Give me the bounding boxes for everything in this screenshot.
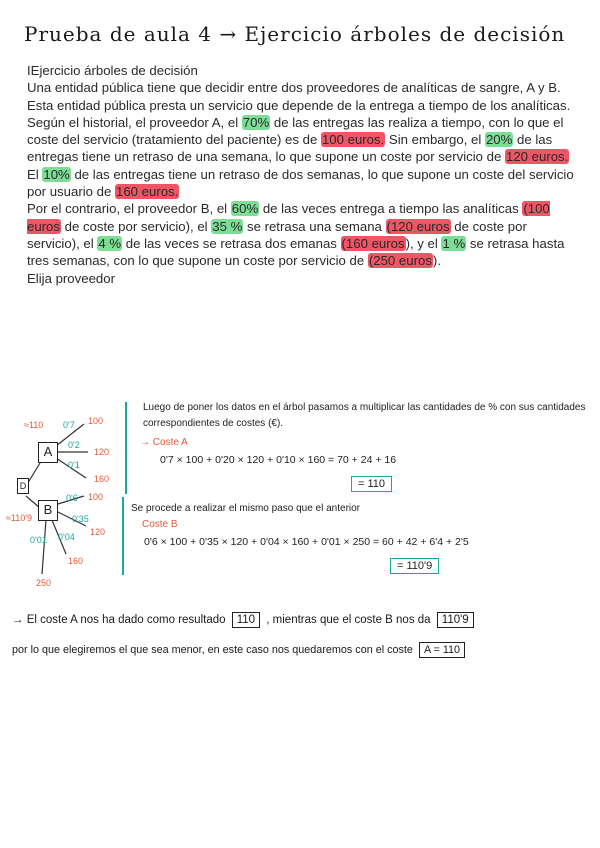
conclusion-final: A = 110 <box>419 642 465 658</box>
p1-segment: 100 euros. <box>321 132 385 148</box>
problem-heading: IEjercicio árboles de decisión <box>27 63 198 78</box>
cost-a-2: 120 <box>94 447 110 457</box>
p2-segment: se retrasa una semana <box>243 218 386 234</box>
p2-segment: de coste por servicio), el <box>27 218 527 251</box>
cost-b-3: 160 <box>68 556 84 566</box>
p2-segment: 4 % <box>98 235 122 251</box>
p2-segment: Por el contrario, el proveedor B, el <box>27 201 231 217</box>
cost-a-3: 160 <box>94 474 110 484</box>
p2-segment: (250 euros <box>368 253 432 269</box>
note-intro: Luego de poner los datos en el árbol pasamos a multiplicar las cantidades de % con sus cantidades correspondientes de costes (€). <box>143 402 586 429</box>
coste-b-label: Coste B <box>142 519 178 530</box>
p2-segment: de las veces entrega a tiempo las analíticas <box>259 201 523 217</box>
cost-a-1: 100 <box>88 416 104 426</box>
note-second: Se procede a realizar el mismo paso que el anterior <box>131 503 361 514</box>
problem-statement <box>27 62 579 287</box>
p1-segment: de las entregas tiene un retraso de una semana, lo que supone un coste por servicio de <box>27 132 553 165</box>
p2-segment: (120 euros <box>386 218 450 234</box>
p2-segment: 35 % <box>212 218 243 234</box>
p2-segment: 1 % <box>442 235 466 251</box>
p2-segment: se retrasa hasta tres semanas, con lo que supone un coste por servicio de <box>27 235 565 269</box>
conclusion-text-1: → El coste A nos ha dado como resultado <box>12 614 226 626</box>
decision-tree-svg <box>0 408 130 608</box>
coste-b-result-value: 110'9 <box>406 560 433 572</box>
p2-segment: 60% <box>231 201 259 217</box>
p1-segment: de las entregas tiene un retraso de dos semanas, lo que supone un coste del servicio por usuario de <box>27 166 574 200</box>
conclusion-value-b: 110'9 <box>437 612 474 628</box>
prob-b-2: 0'35 <box>72 514 89 524</box>
problem-paragraph-a <box>27 79 579 200</box>
page-title: Prueba de aula 4 → Ejercicio árboles de decisión <box>24 22 566 46</box>
node-b: B <box>38 500 58 521</box>
prob-b-4: 0'01 <box>30 535 47 545</box>
prob-a-2: 0'2 <box>68 440 80 450</box>
conclusion-text-2: , mientras que el coste B nos da <box>266 614 431 626</box>
p1-segment: Una entidad pública tiene que decidir entre dos proveedores de analíticas de sangre, A y B. Esta entidad pública presta un servicio que depende de la entrega a tiempo de los analíticas. Según el historial, el proveedor A, el <box>27 80 571 130</box>
cost-b-1: 100 <box>88 492 104 502</box>
p1-segment: El <box>27 166 43 182</box>
node-b-expected: ≈110'9 <box>6 513 33 523</box>
coste-a-calc: 0'7 × 100 + 0'20 × 120 + 0'10 × 160 = 70 + 24 + 16 <box>160 454 397 466</box>
p1-segment: de las entregas las realiza a tiempo, con lo que el coste del servicio (tratamiento del paciente) es de <box>27 114 564 148</box>
coste-b-calc: 0'6 × 100 + 0'35 × 120 + 0'04 × 160 + 0'01 × 250 = 60 + 42 + 6'4 + 2'5 <box>144 536 469 548</box>
p1-segment: 160 euros. <box>115 184 179 200</box>
conclusion-line-1 <box>12 612 477 628</box>
root-node: D <box>17 478 29 494</box>
node-a-expected: ≈110 <box>24 420 44 430</box>
divider-b <box>122 497 124 575</box>
p2-segment: ). <box>432 253 441 269</box>
coste-a-result-value: 110 <box>367 478 386 490</box>
node-a: A <box>38 442 58 463</box>
cost-b-4: 250 <box>36 578 52 588</box>
p2-segment: (160 euros <box>341 235 405 251</box>
conclusion-text-3: por lo que elegiremos el que sea menor, en este caso nos quedaremos con el coste <box>12 644 413 656</box>
p1-segment: 120 euros. <box>506 149 569 165</box>
prob-b-3: 0'04 <box>58 532 75 542</box>
p2-segment: de las veces se retrasa dos emanas <box>122 235 341 251</box>
p2-segment: ), y el <box>405 235 442 251</box>
prob-b-1: 0'6 <box>66 493 78 503</box>
problem-paragraph-b <box>27 200 579 269</box>
p1-segment: 10% <box>43 166 70 182</box>
conclusion-line-2 <box>12 642 468 658</box>
conclusion-value-a: 110 <box>232 612 260 628</box>
p2-segment: (100 euros <box>27 201 550 234</box>
prob-a-3: 0'1 <box>68 460 80 470</box>
prob-a-1: 0'7 <box>63 420 75 430</box>
p1-segment: Sin embargo, el <box>385 132 485 148</box>
coste-b-result: = 110'9 <box>390 558 439 574</box>
coste-a-label-text: Coste A <box>152 437 188 448</box>
coste-a-result: = 110 <box>351 476 392 492</box>
p2-segment: de coste por servicio), el <box>61 218 212 234</box>
problem-question: Elija proveedor <box>27 270 115 286</box>
p1-segment: 70% <box>242 114 270 130</box>
divider-a <box>125 402 127 494</box>
cost-b-2: 120 <box>90 527 106 537</box>
coste-a-label: → Coste A <box>140 437 188 448</box>
p1-segment: 20% <box>485 132 513 148</box>
